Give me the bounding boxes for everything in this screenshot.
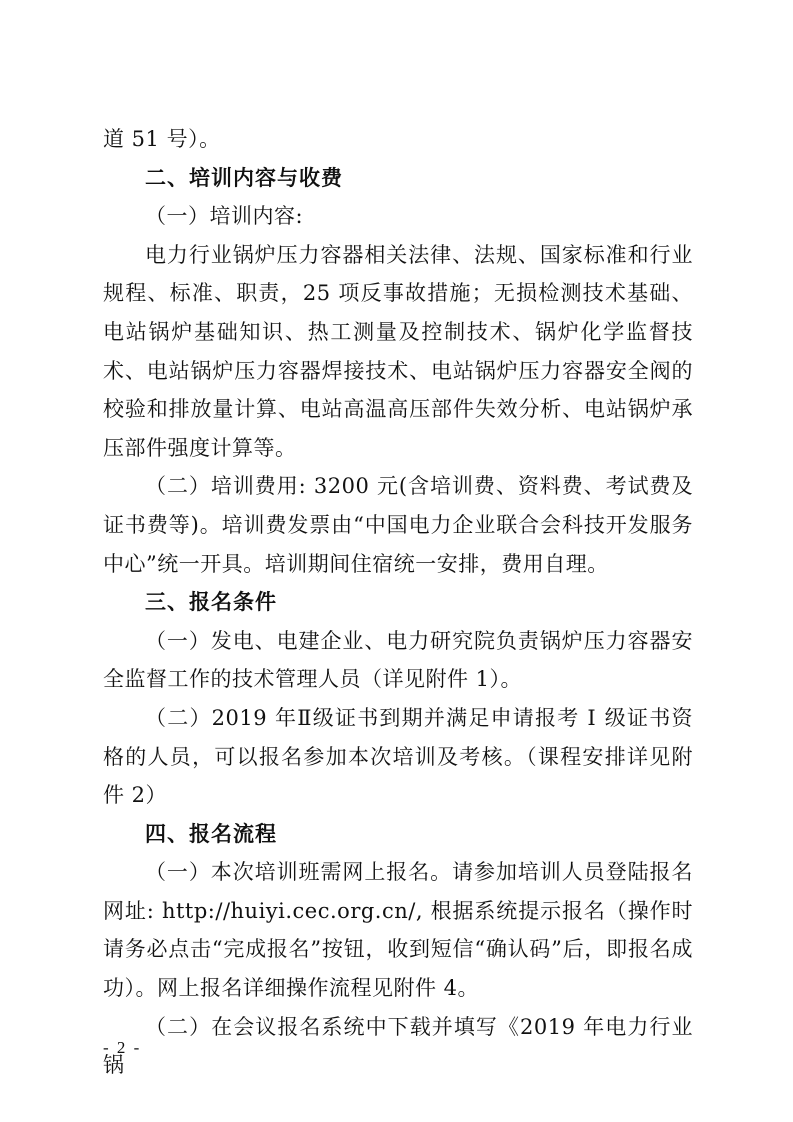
paragraph-address-end: 道 51 号）。 <box>103 127 221 151</box>
section-heading-registration-conditions: 三、报名条件 <box>145 590 277 615</box>
paragraph-training-fee: （二）培训费用: 3200 元(含培训费、资料费、考试费及证书费等)。培训费发票由“中国电力企业联合会科技开发服务中心”统一开具。培训期间住宿统一安排，费用自理。 <box>103 474 693 576</box>
page-number: - 2 - <box>103 1038 142 1057</box>
paragraph-training-content: 电力行业锅炉压力容器相关法律、法规、国家标准和行业规程、标准、职责，25 项反事故措施；无损检测技术基础、电站锅炉基础知识、热工测量及控制技术、锅炉化学监督技术、电站锅炉压力容器焊接技术、电站锅炉压力容器安全阀的校验和排放量计算、电站高温高压部件失效分析、电站锅炉承压部件强度计算等。 <box>103 242 693 460</box>
paragraph-condition-1: （一）发电、电建企业、电力研究院负责锅炉压力容器安全监督工作的技术管理人员（详见附件 1）。 <box>103 628 693 692</box>
section-heading-training-content: 二、培训内容与收费 <box>145 165 343 190</box>
paragraph-condition-2: （二）2019 年Ⅱ级证书到期并满足申请报考 Ⅰ 级证书资格的人员，可以报名参加本次培训及考核。（课程安排详见附件 2） <box>103 705 693 808</box>
paragraph-process-2: （二）在会议报名系统中下载并填写《2019 年电力行业锅 <box>103 1014 693 1078</box>
paragraph-process-1: （一）本次培训班需网上报名。请参加培训人员登陆报名网址: http://huiyi.cec.org.cn/, 根据系统提示报名（操作时请务必点击“完成报名”按钮，收到短信“确认码”后，即报名成功）。网上报名详细操作流程见附件 4。 <box>103 860 693 1001</box>
document-body <box>103 120 693 1085</box>
section-heading-registration-process: 四、报名流程 <box>145 821 277 846</box>
subheading-training-content: （一）培训内容: <box>145 204 304 229</box>
